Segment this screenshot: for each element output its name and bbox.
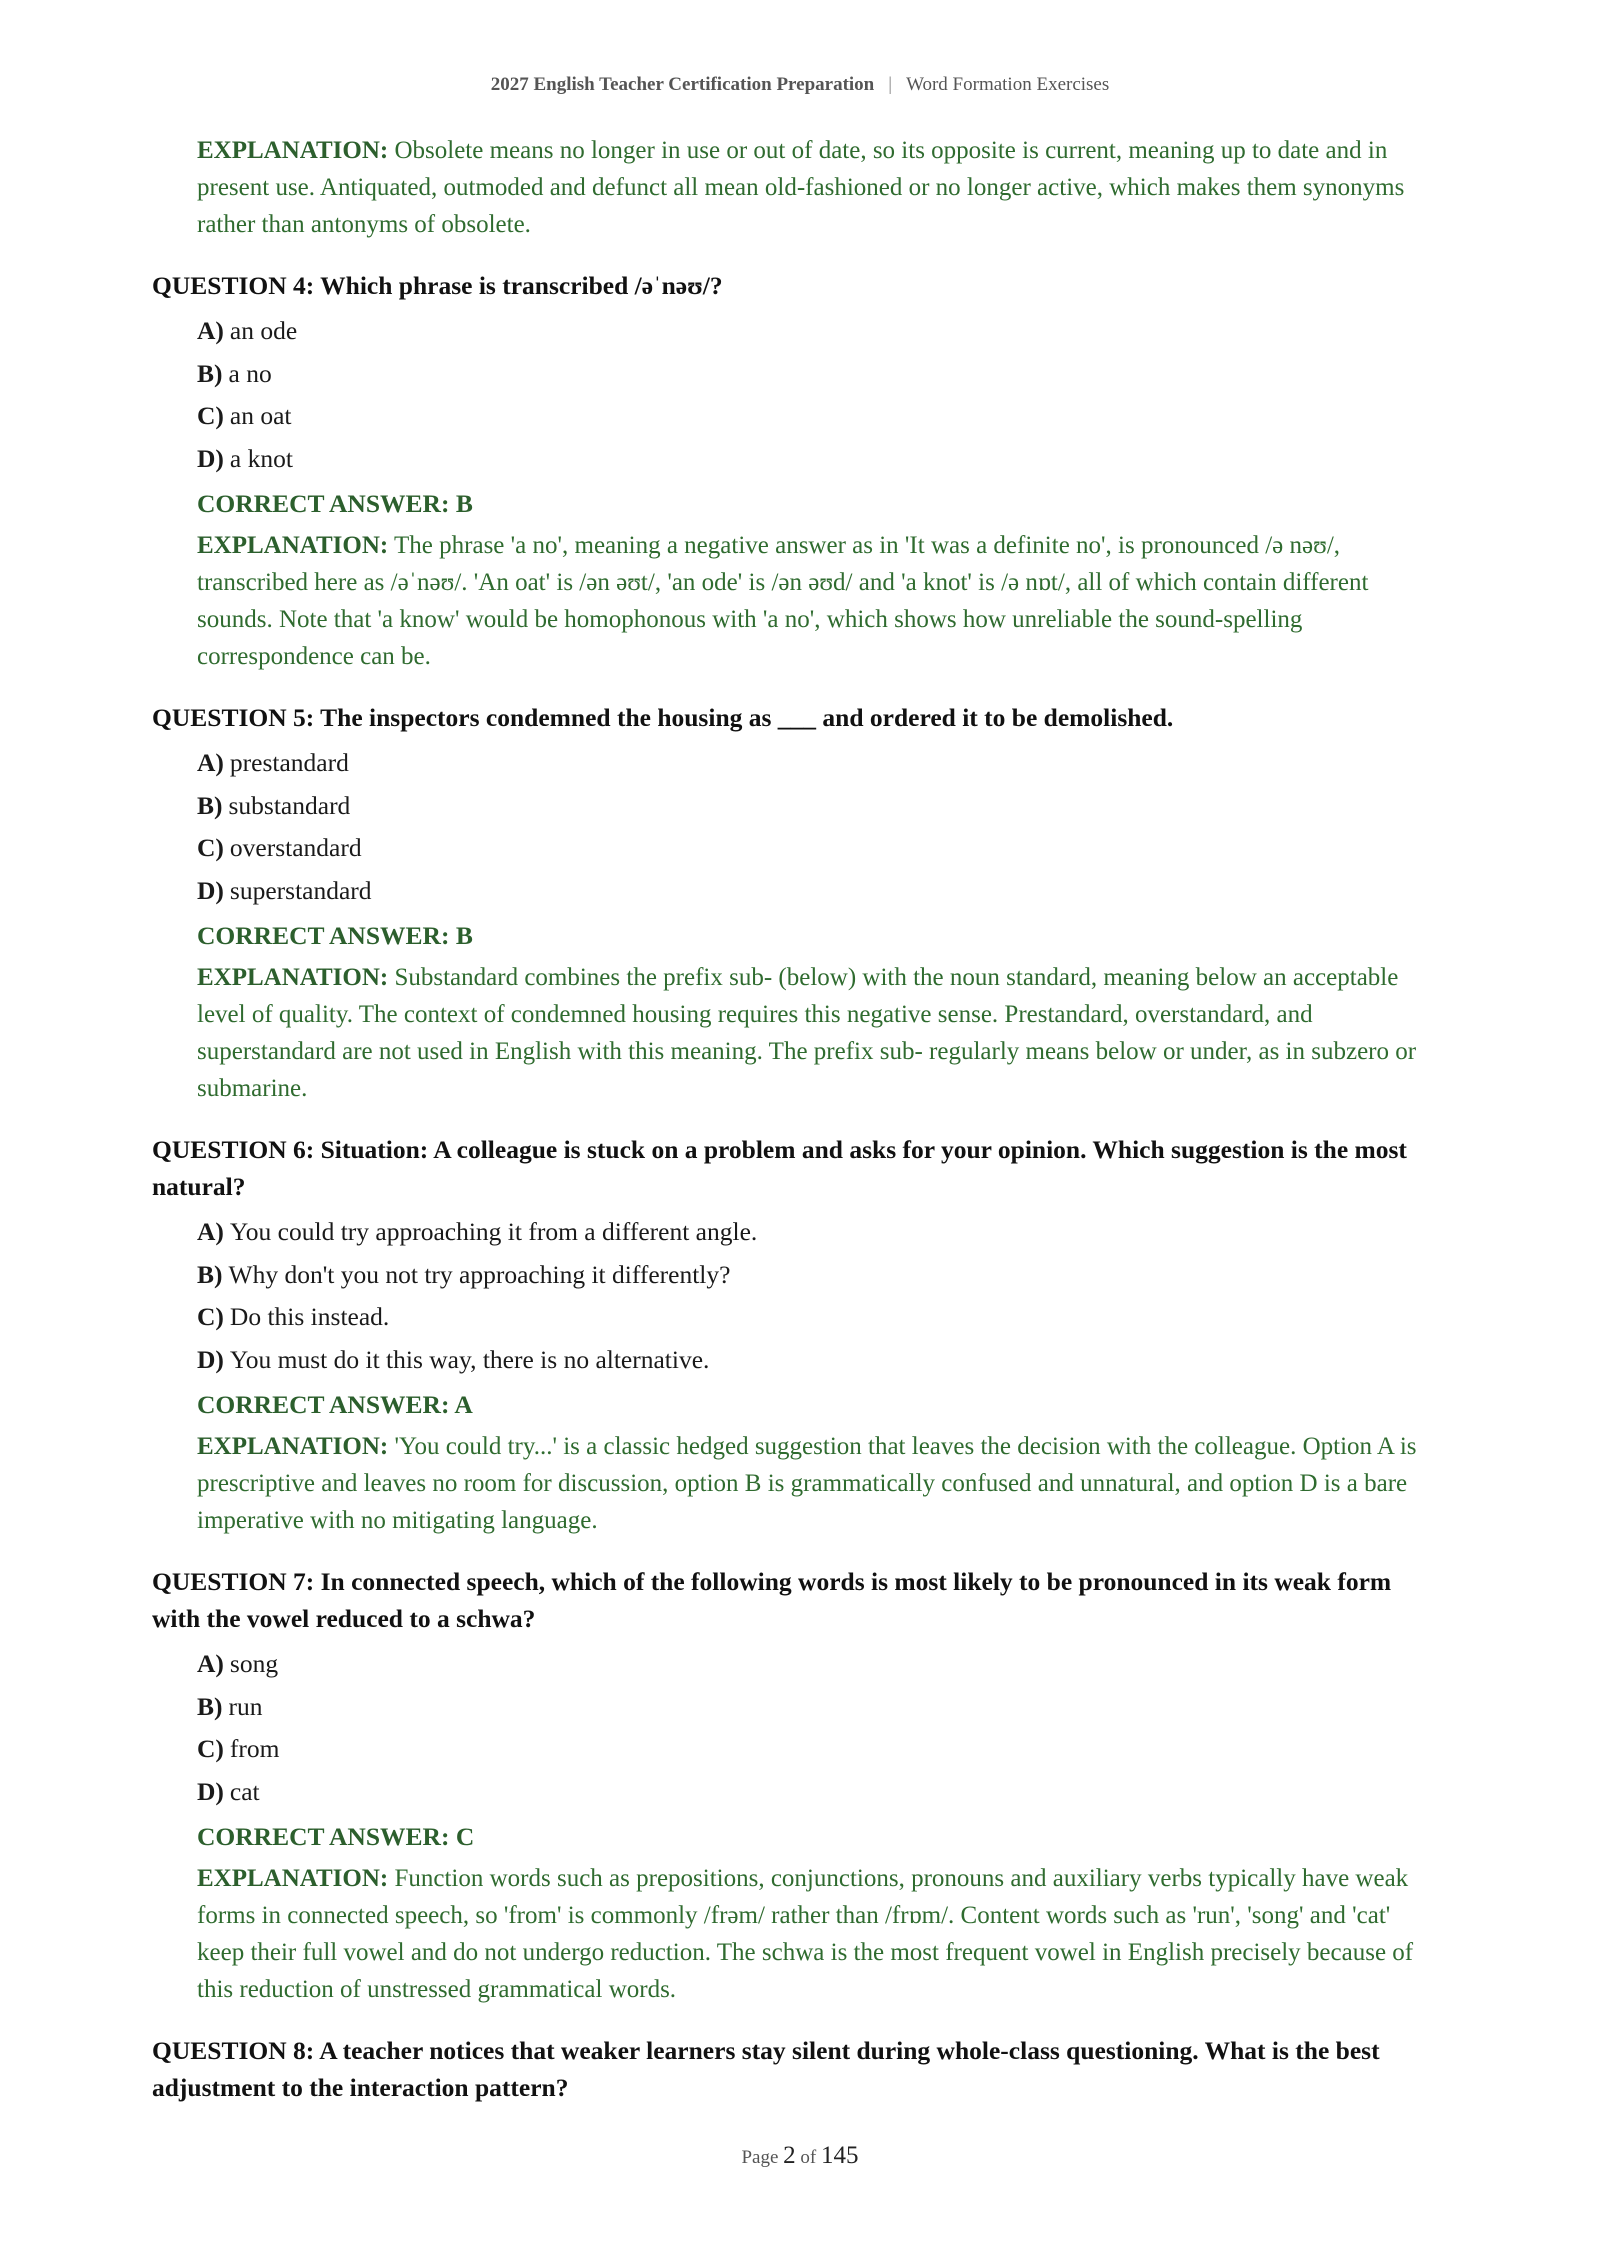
option-c — [197, 829, 1442, 872]
option-text: a knot — [229, 443, 293, 473]
option-b — [197, 1688, 1442, 1731]
option-letter: D) — [197, 875, 224, 905]
option-letter: B) — [197, 1691, 223, 1721]
page-content — [152, 132, 1442, 2124]
option-b — [197, 355, 1442, 398]
option-text: run — [228, 1691, 263, 1721]
footer-page-label: Page — [741, 2147, 779, 2168]
option-letter: A) — [197, 1649, 224, 1678]
option-letter: B) — [197, 1259, 223, 1289]
option-c — [197, 1298, 1442, 1341]
question-explanation — [197, 1428, 1442, 1539]
question-block — [152, 699, 1442, 1107]
explanation-label: EXPLANATION: — [197, 964, 389, 991]
footer-current-page: 2 — [783, 2142, 796, 2169]
option-letter: D) — [197, 443, 224, 473]
question-text: QUESTION 7: In connected speech, which of the following words is most likely to be pronounced in its weak form with the vowel reduced to a schwa? — [152, 1567, 1392, 1633]
question-text: QUESTION 6: Situation: A colleague is stuck on a problem and asks for your opinion. Which suggestion is the most natural? — [152, 1135, 1407, 1201]
option-letter: C) — [197, 1734, 224, 1763]
explanation-text: Substandard combines the prefix sub- (below) with the noun standard, meaning below an acceptable level of quality. The context of condemned housing requires this negative sense. Prestandard, overstandard, and superstandard are not used in English with this meaning. The prefix sub- regularly means below or under, as in subzero or submarine. — [197, 964, 1417, 1102]
option-d — [197, 1773, 1442, 1816]
option-a — [197, 744, 1442, 787]
option-text: a no — [228, 358, 272, 388]
question-explanation — [197, 959, 1442, 1107]
question-explanation — [197, 1860, 1442, 2008]
correct-answer: CORRECT ANSWER: A — [197, 1390, 473, 1419]
option-text: Do this instead. — [229, 1302, 390, 1331]
explanation-text: Function words such as prepositions, conjunctions, pronouns and auxiliary verbs typically have weak forms in connected speech, so 'from' is commonly /frəm/ rather than /frɒm/. Content words such as 'run', 'song' and 'cat' keep their full vowel and do not undergo reduction. The schwa is the most frequent vowel in English precisely because of this reduction of unstressed grammatical words. — [197, 1865, 1414, 2003]
option-text: cat — [229, 1776, 260, 1806]
option-letter: A) — [197, 316, 224, 345]
answer-options — [197, 312, 1442, 482]
footer-of-label: of — [800, 2147, 817, 2168]
explanation-label: EXPLANATION: — [197, 137, 389, 164]
option-letter: D) — [197, 1344, 224, 1374]
option-text: Why don't you not try approaching it differently? — [228, 1259, 731, 1289]
option-d — [197, 440, 1442, 483]
option-text: song — [229, 1649, 279, 1678]
question-block — [152, 2032, 1442, 2106]
option-letter: C) — [197, 833, 224, 862]
option-letter: B) — [197, 358, 223, 388]
explanation-text: The phrase 'a no', meaning a negative answer as in 'It was a definite no', is pronounced /ə nəʊ/, transcribed here as /əˈnəʊ/. 'An oat' is /ən əʊt/, 'an ode' is /ən əʊd/ and 'a knot' is /ə nɒt/, all of which contain different sounds. Note that 'a know' would be homophonous with 'a no', which shows how unreliable the sound-spelling correspondence can be. — [197, 532, 1369, 670]
question-block — [152, 1131, 1442, 1539]
option-letter: A) — [197, 1217, 224, 1246]
option-letter: D) — [197, 1776, 224, 1806]
option-b — [197, 787, 1442, 830]
option-d — [197, 1341, 1442, 1384]
option-text: overstandard — [229, 833, 362, 862]
correct-answer: CORRECT ANSWER: C — [197, 1822, 475, 1851]
explanation-text: Obsolete means no longer in use or out of date, so its opposite is current, meaning up to date and in present use. Antiquated, outmoded and defunct all mean old-fashioned or no longer active, which makes them synonyms rather than antonyms of obsolete. — [197, 137, 1405, 238]
option-letter: A) — [197, 748, 224, 777]
page-header — [0, 74, 1600, 96]
correct-answer: CORRECT ANSWER: B — [197, 921, 473, 950]
explanation-text: 'You could try...' is a classic hedged suggestion that leaves the decision with the colleague. Option A is prescriptive and leaves no room for discussion, option B is grammatically confused and unnatural, and option D is a bare imperative with no mitigating language. — [197, 1433, 1417, 1534]
question-text: QUESTION 5: The inspectors condemned the housing as ___ and ordered it to be demolished. — [152, 703, 1174, 732]
option-c — [197, 397, 1442, 440]
question-text: QUESTION 4: Which phrase is transcribed /əˈnəʊ/? — [152, 271, 723, 300]
question-block — [152, 1563, 1442, 2008]
correct-answer: CORRECT ANSWER: B — [197, 489, 473, 518]
option-text: You could try approaching it from a different angle. — [229, 1217, 758, 1246]
header-separator: | — [888, 74, 893, 95]
option-text: from — [229, 1734, 280, 1763]
option-a — [197, 1213, 1442, 1256]
option-text: superstandard — [229, 875, 372, 905]
option-text: an ode — [229, 316, 298, 345]
intro-explanation — [197, 132, 1442, 243]
explanation-label: EXPLANATION: — [197, 1433, 389, 1460]
explanation-label: EXPLANATION: — [197, 1865, 389, 1892]
page-footer — [0, 2142, 1600, 2170]
option-letter: C) — [197, 1302, 224, 1331]
answer-options — [197, 1213, 1442, 1383]
question-explanation — [197, 527, 1442, 675]
option-a — [197, 1645, 1442, 1688]
question-block — [152, 267, 1442, 675]
option-letter: B) — [197, 790, 223, 820]
option-letter: C) — [197, 401, 224, 430]
option-b — [197, 1256, 1442, 1299]
answer-options — [197, 744, 1442, 914]
header-title: 2027 English Teacher Certification Preparation — [490, 74, 875, 95]
option-text: substandard — [228, 790, 351, 820]
option-text: an oat — [229, 401, 292, 430]
question-text: QUESTION 8: A teacher notices that weaker learners stay silent during whole-class questioning. What is the best adjustment to the interaction pattern? — [152, 2036, 1380, 2102]
option-d — [197, 872, 1442, 915]
footer-total-pages: 145 — [821, 2142, 859, 2169]
option-text: prestandard — [229, 748, 349, 777]
answer-options — [197, 1645, 1442, 1815]
header-subtitle: Word Formation Exercises — [906, 74, 1110, 95]
option-a — [197, 312, 1442, 355]
explanation-label: EXPLANATION: — [197, 532, 389, 559]
option-c — [197, 1730, 1442, 1773]
option-text: You must do it this way, there is no alternative. — [229, 1344, 710, 1374]
